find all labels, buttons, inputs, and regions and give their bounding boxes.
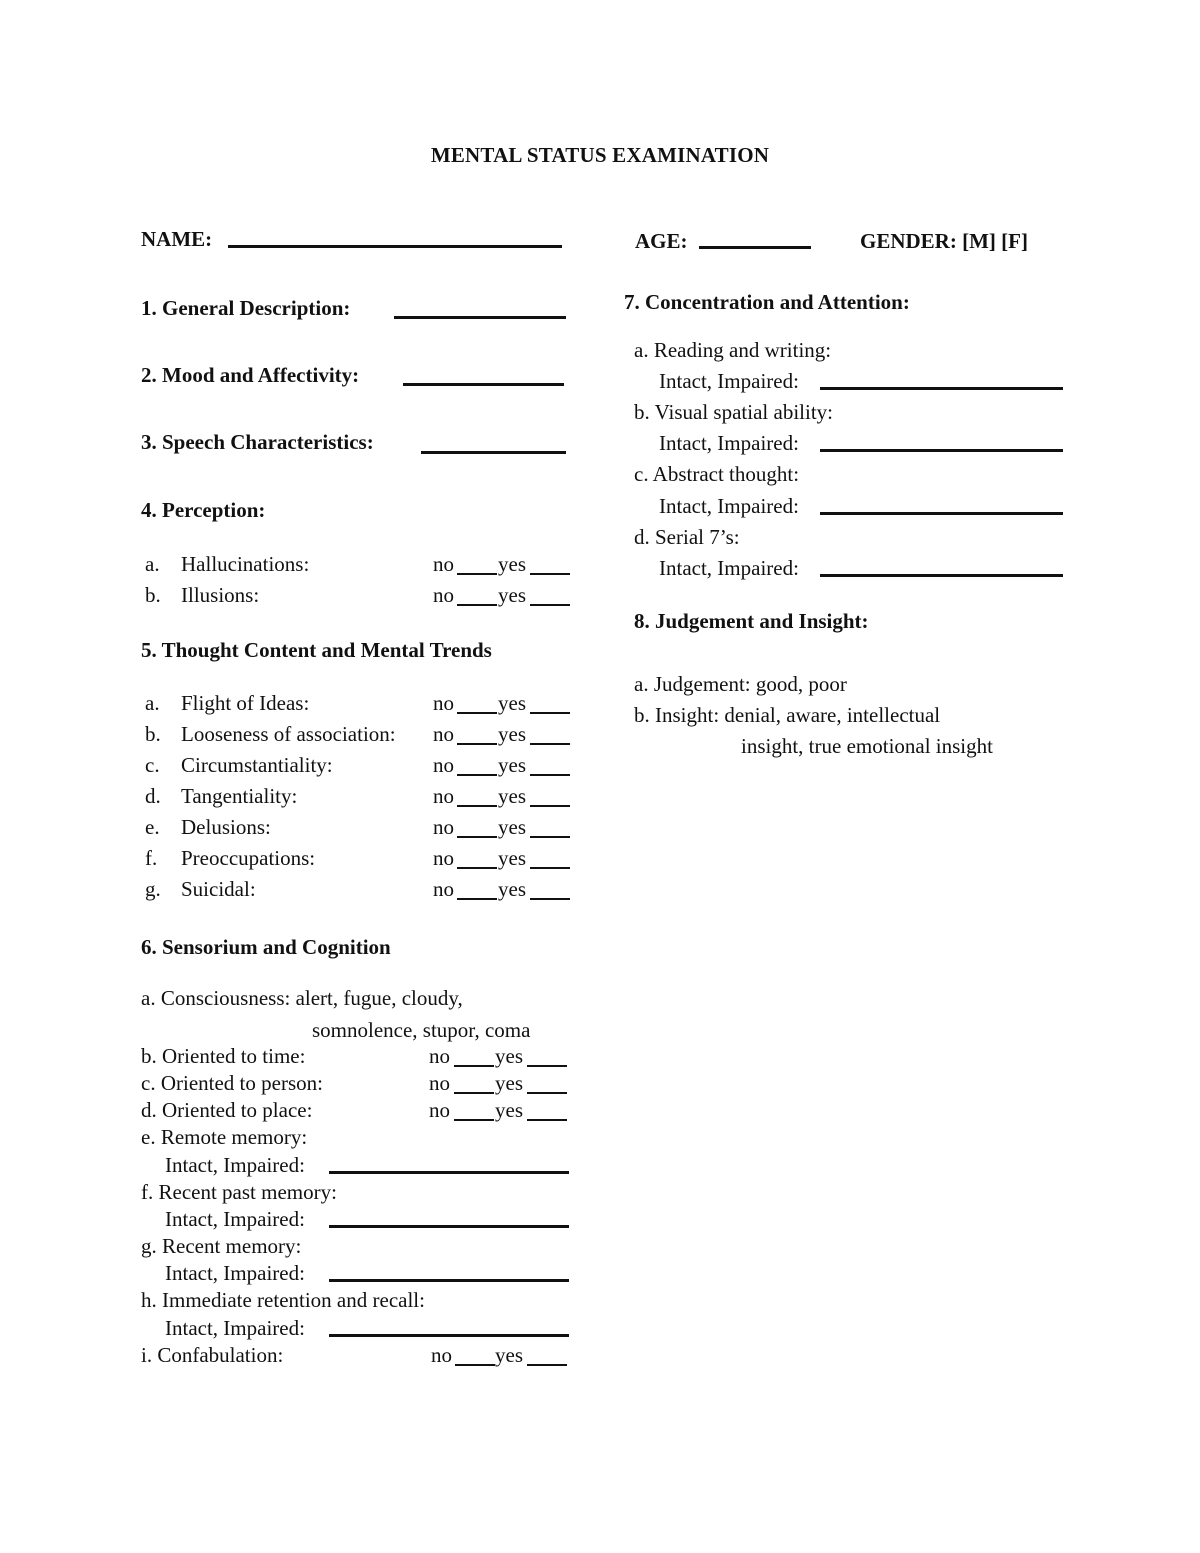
no-blank[interactable] xyxy=(457,743,497,745)
item-label: b. Visual spatial ability: xyxy=(634,400,833,424)
no-blank[interactable] xyxy=(454,1119,494,1121)
yes-label: yes xyxy=(495,1098,523,1122)
no-label: no xyxy=(429,1098,450,1122)
name-field[interactable] xyxy=(228,245,562,248)
general-description-field[interactable] xyxy=(394,316,566,319)
item-label: Preoccupations: xyxy=(181,846,316,870)
item-label: f. Recent past memory: xyxy=(141,1180,337,1204)
item-label: Hallucinations: xyxy=(181,552,310,576)
yes-blank[interactable] xyxy=(530,604,570,606)
yes-label: yes xyxy=(498,877,526,901)
item-label: d. Serial 7’s: xyxy=(634,525,740,549)
intact-impaired-label: Intact, Impaired: xyxy=(165,1207,305,1231)
item-letter: d. xyxy=(145,784,161,808)
yes-blank[interactable] xyxy=(527,1364,567,1366)
item-label: a. Reading and writing: xyxy=(634,338,832,362)
no-label: no xyxy=(433,722,454,746)
no-blank[interactable] xyxy=(457,573,497,575)
item-label: b. Oriented to time: xyxy=(141,1044,306,1068)
section-judgement-insight: 8. Judgement and Insight: xyxy=(634,609,869,633)
recent-past-memory-field[interactable] xyxy=(329,1225,569,1228)
section-thought-content: 5. Thought Content and Mental Trends xyxy=(141,638,492,662)
no-label: no xyxy=(429,1044,450,1068)
item-letter: b. xyxy=(145,722,161,746)
no-label: no xyxy=(433,815,454,839)
yes-blank[interactable] xyxy=(530,743,570,745)
reading-writing-field[interactable] xyxy=(820,387,1063,390)
yes-label: yes xyxy=(498,846,526,870)
item-letter: f. xyxy=(145,846,158,870)
consciousness-item: a. Consciousness: alert, fugue, cloudy, xyxy=(141,986,463,1010)
yes-blank[interactable] xyxy=(530,573,570,575)
section-general-description: 1. General Description: xyxy=(141,296,351,320)
item-label: c. Oriented to person: xyxy=(141,1071,323,1095)
recent-memory-field[interactable] xyxy=(329,1279,569,1282)
no-label: no xyxy=(433,877,454,901)
no-blank[interactable] xyxy=(455,1364,495,1366)
name-label: NAME: xyxy=(141,227,213,251)
item-label: Suicidal: xyxy=(181,877,256,901)
no-label: no xyxy=(433,846,454,870)
intact-impaired-label: Intact, Impaired: xyxy=(165,1316,305,1340)
item-label: g. Recent memory: xyxy=(141,1234,302,1258)
consciousness-item-cont: somnolence, stupor, coma xyxy=(312,1018,531,1042)
no-label: no xyxy=(429,1071,450,1095)
age-field[interactable] xyxy=(699,246,811,249)
intact-impaired-label: Intact, Impaired: xyxy=(165,1153,305,1177)
no-label: no xyxy=(433,784,454,808)
item-label: i. Confabulation: xyxy=(141,1343,284,1367)
item-letter: e. xyxy=(145,815,160,839)
remote-memory-field[interactable] xyxy=(329,1171,569,1174)
section-sensorium-cognition: 6. Sensorium and Cognition xyxy=(141,935,391,959)
yes-blank[interactable] xyxy=(530,712,570,714)
speech-characteristics-field[interactable] xyxy=(421,451,566,454)
yes-label: yes xyxy=(498,753,526,777)
yes-blank[interactable] xyxy=(527,1065,567,1067)
yes-blank[interactable] xyxy=(527,1092,567,1094)
no-blank[interactable] xyxy=(457,836,497,838)
no-label: no xyxy=(433,691,454,715)
no-blank[interactable] xyxy=(457,604,497,606)
insight-item-cont: insight, true emotional insight xyxy=(741,734,993,758)
item-label: Flight of Ideas: xyxy=(181,691,310,715)
no-blank[interactable] xyxy=(457,898,497,900)
no-blank[interactable] xyxy=(457,774,497,776)
item-label: c. Abstract thought: xyxy=(634,462,800,486)
yes-label: yes xyxy=(495,1071,523,1095)
yes-blank[interactable] xyxy=(530,805,570,807)
insight-item: b. Insight: denial, aware, intellectual xyxy=(634,703,941,727)
item-label: Illusions: xyxy=(181,583,260,607)
intact-impaired-label: Intact, Impaired: xyxy=(165,1261,305,1285)
judgement-item: a. Judgement: good, poor xyxy=(634,672,847,696)
yes-label: yes xyxy=(498,691,526,715)
no-blank[interactable] xyxy=(454,1065,494,1067)
item-label: e. Remote memory: xyxy=(141,1125,308,1149)
item-letter: c. xyxy=(145,753,160,777)
gender-label[interactable]: GENDER: [M] [F] xyxy=(860,229,1028,253)
no-blank[interactable] xyxy=(454,1092,494,1094)
section-mood-affectivity: 2. Mood and Affectivity: xyxy=(141,363,360,387)
serial-sevens-field[interactable] xyxy=(820,574,1063,577)
yes-blank[interactable] xyxy=(530,898,570,900)
age-label: AGE: xyxy=(635,229,688,253)
yes-label: yes xyxy=(498,583,526,607)
section-concentration-attention: 7. Concentration and Attention: xyxy=(624,290,910,314)
no-label: no xyxy=(433,552,454,576)
yes-label: yes xyxy=(495,1343,523,1367)
yes-label: yes xyxy=(498,552,526,576)
intact-impaired-label: Intact, Impaired: xyxy=(659,494,799,518)
abstract-thought-field[interactable] xyxy=(820,512,1063,515)
no-label: no xyxy=(433,583,454,607)
intact-impaired-label: Intact, Impaired: xyxy=(659,431,799,455)
item-label: Circumstantiality: xyxy=(181,753,333,777)
item-letter: a. xyxy=(145,552,160,576)
no-label: no xyxy=(431,1343,452,1367)
item-label: Looseness of association: xyxy=(181,722,396,746)
item-label: Tangentiality: xyxy=(181,784,298,808)
yes-blank[interactable] xyxy=(530,774,570,776)
item-label: h. Immediate retention and recall: xyxy=(141,1288,425,1312)
no-blank[interactable] xyxy=(457,867,497,869)
document-title: MENTAL STATUS EXAMINATION xyxy=(430,143,770,167)
yes-blank[interactable] xyxy=(527,1119,567,1121)
yes-blank[interactable] xyxy=(530,867,570,869)
mood-affectivity-field[interactable] xyxy=(403,383,564,386)
item-label: d. Oriented to place: xyxy=(141,1098,313,1122)
item-letter: b. xyxy=(145,583,161,607)
yes-label: yes xyxy=(498,815,526,839)
no-blank[interactable] xyxy=(457,805,497,807)
item-label: Delusions: xyxy=(181,815,271,839)
item-letter: a. xyxy=(145,691,160,715)
no-blank[interactable] xyxy=(457,712,497,714)
yes-label: yes xyxy=(495,1044,523,1068)
immediate-retention-field[interactable] xyxy=(329,1334,569,1337)
item-letter: g. xyxy=(145,877,161,901)
section-perception: 4. Perception: xyxy=(141,498,266,522)
yes-label: yes xyxy=(498,722,526,746)
section-speech-characteristics: 3. Speech Characteristics: xyxy=(141,430,374,454)
no-label: no xyxy=(433,753,454,777)
intact-impaired-label: Intact, Impaired: xyxy=(659,556,799,580)
yes-label: yes xyxy=(498,784,526,808)
intact-impaired-label: Intact, Impaired: xyxy=(659,369,799,393)
yes-blank[interactable] xyxy=(530,836,570,838)
visual-spatial-field[interactable] xyxy=(820,449,1063,452)
